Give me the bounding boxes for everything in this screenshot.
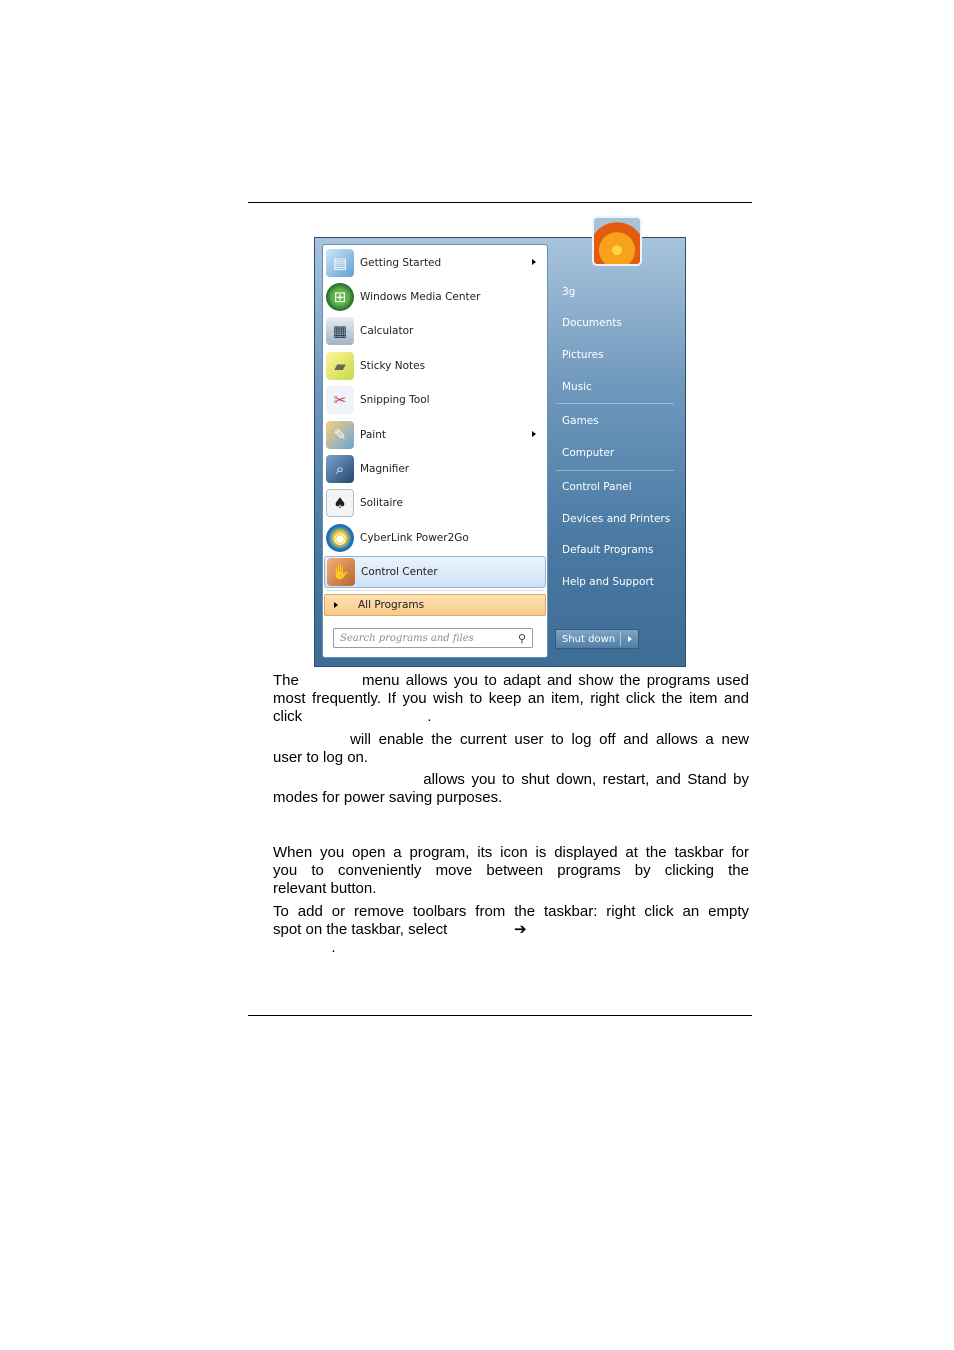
right-separator — [556, 470, 674, 471]
program-paint[interactable] — [324, 419, 546, 451]
text-line: will enable the current user to log off and allows a new — [273, 731, 749, 748]
text-line: . — [273, 939, 336, 956]
search-input[interactable] — [333, 628, 533, 648]
text-line: The menu allows you to adapt and show the programs used — [273, 672, 749, 689]
program-label: Windows Media Center — [360, 291, 481, 303]
program-getting-started[interactable] — [324, 247, 546, 279]
right-item-documents[interactable]: Documents — [562, 317, 622, 329]
right-item-help-and-support[interactable]: Help and Support — [562, 576, 654, 588]
program-solitaire[interactable] — [324, 487, 546, 519]
program-cyberlink-power2go[interactable] — [324, 522, 546, 554]
paragraph-toolbars — [273, 903, 749, 957]
paragraph-start-menu — [273, 672, 749, 726]
windows-media-center-icon: ⊞ — [326, 283, 354, 311]
shutdown-label: Shut down — [562, 633, 616, 645]
right-item-devices-and-printers[interactable]: Devices and Printers — [562, 513, 671, 525]
text-line: click . — [273, 708, 432, 725]
right-item-music[interactable]: Music — [562, 381, 592, 393]
program-label: Getting Started — [360, 257, 442, 269]
program-label: Sticky Notes — [360, 360, 426, 372]
magnifier-icon: ⌕ — [326, 455, 354, 483]
text-line: relevant button. — [273, 880, 377, 897]
program-control-center[interactable] — [324, 556, 546, 588]
calculator-icon: ▦ — [326, 317, 354, 345]
program-label: Control Center — [361, 566, 438, 578]
search-placeholder: Search programs and files — [340, 632, 474, 644]
program-label: Magnifier — [360, 463, 410, 475]
right-item-user[interactable]: 3g — [562, 286, 576, 298]
sticky-notes-icon: ▰ — [326, 352, 354, 380]
program-sticky-notes[interactable] — [324, 350, 546, 382]
submenu-arrow-icon[interactable] — [532, 259, 536, 265]
text-line: When you open a program, its icon is displayed at the taskbar for — [273, 844, 749, 861]
right-item-default-programs[interactable]: Default Programs — [562, 544, 654, 556]
program-label: CyberLink Power2Go — [360, 532, 469, 544]
program-magnifier[interactable] — [324, 453, 546, 485]
shutdown-divider — [620, 632, 621, 646]
program-label: Calculator — [360, 325, 414, 337]
text-line: To add or remove toolbars from the taskbar: right click an empty — [273, 903, 749, 920]
shutdown-options-arrow-icon[interactable] — [628, 636, 632, 642]
search-icon: ⚲ — [517, 632, 526, 645]
power2go-icon: ◉ — [326, 524, 354, 552]
text-line: user to log on. — [273, 749, 369, 766]
program-windows-media-center[interactable] — [324, 281, 546, 313]
program-label: Snipping Tool — [360, 394, 430, 406]
submenu-arrow-icon[interactable] — [532, 431, 536, 437]
right-item-control-panel[interactable]: Control Panel — [562, 481, 632, 493]
right-item-computer[interactable]: Computer — [562, 447, 615, 459]
programs-separator — [326, 590, 544, 591]
program-snipping-tool[interactable] — [324, 384, 546, 416]
text-line: you to conveniently move between programs by clicking the — [273, 862, 749, 879]
footer-rule — [248, 1015, 752, 1016]
text-line: most frequently. If you wish to keep an item, right click the item and — [273, 690, 749, 707]
text-line: allows you to shut down, restart, and Stand by — [273, 771, 749, 788]
program-label: Paint — [360, 429, 386, 441]
right-item-pictures[interactable]: Pictures — [562, 349, 604, 361]
control-center-icon: ✋ — [327, 558, 355, 586]
program-label: Solitaire — [360, 497, 403, 509]
all-programs-button[interactable] — [324, 594, 546, 616]
paint-icon: ✎ — [326, 421, 354, 449]
all-programs-label: All Programs — [358, 599, 425, 611]
shutdown-button[interactable] — [555, 629, 639, 649]
program-calculator[interactable] — [324, 315, 546, 347]
arrow-right-icon — [334, 602, 338, 608]
text-line: modes for power saving purposes. — [273, 789, 503, 806]
user-avatar[interactable] — [592, 216, 642, 266]
header-rule — [248, 202, 752, 203]
right-item-games[interactable]: Games — [562, 415, 599, 427]
right-separator — [556, 403, 674, 404]
getting-started-icon: ▤ — [326, 249, 354, 277]
solitaire-icon: ♠ — [326, 489, 354, 517]
text-line: spot on the taskbar, select ➔ — [273, 921, 527, 938]
paragraph-taskbar — [273, 844, 749, 898]
snipping-tool-icon: ✂ — [326, 386, 354, 414]
paragraph-log-off — [273, 731, 749, 767]
paragraph-shut-down — [273, 771, 749, 807]
